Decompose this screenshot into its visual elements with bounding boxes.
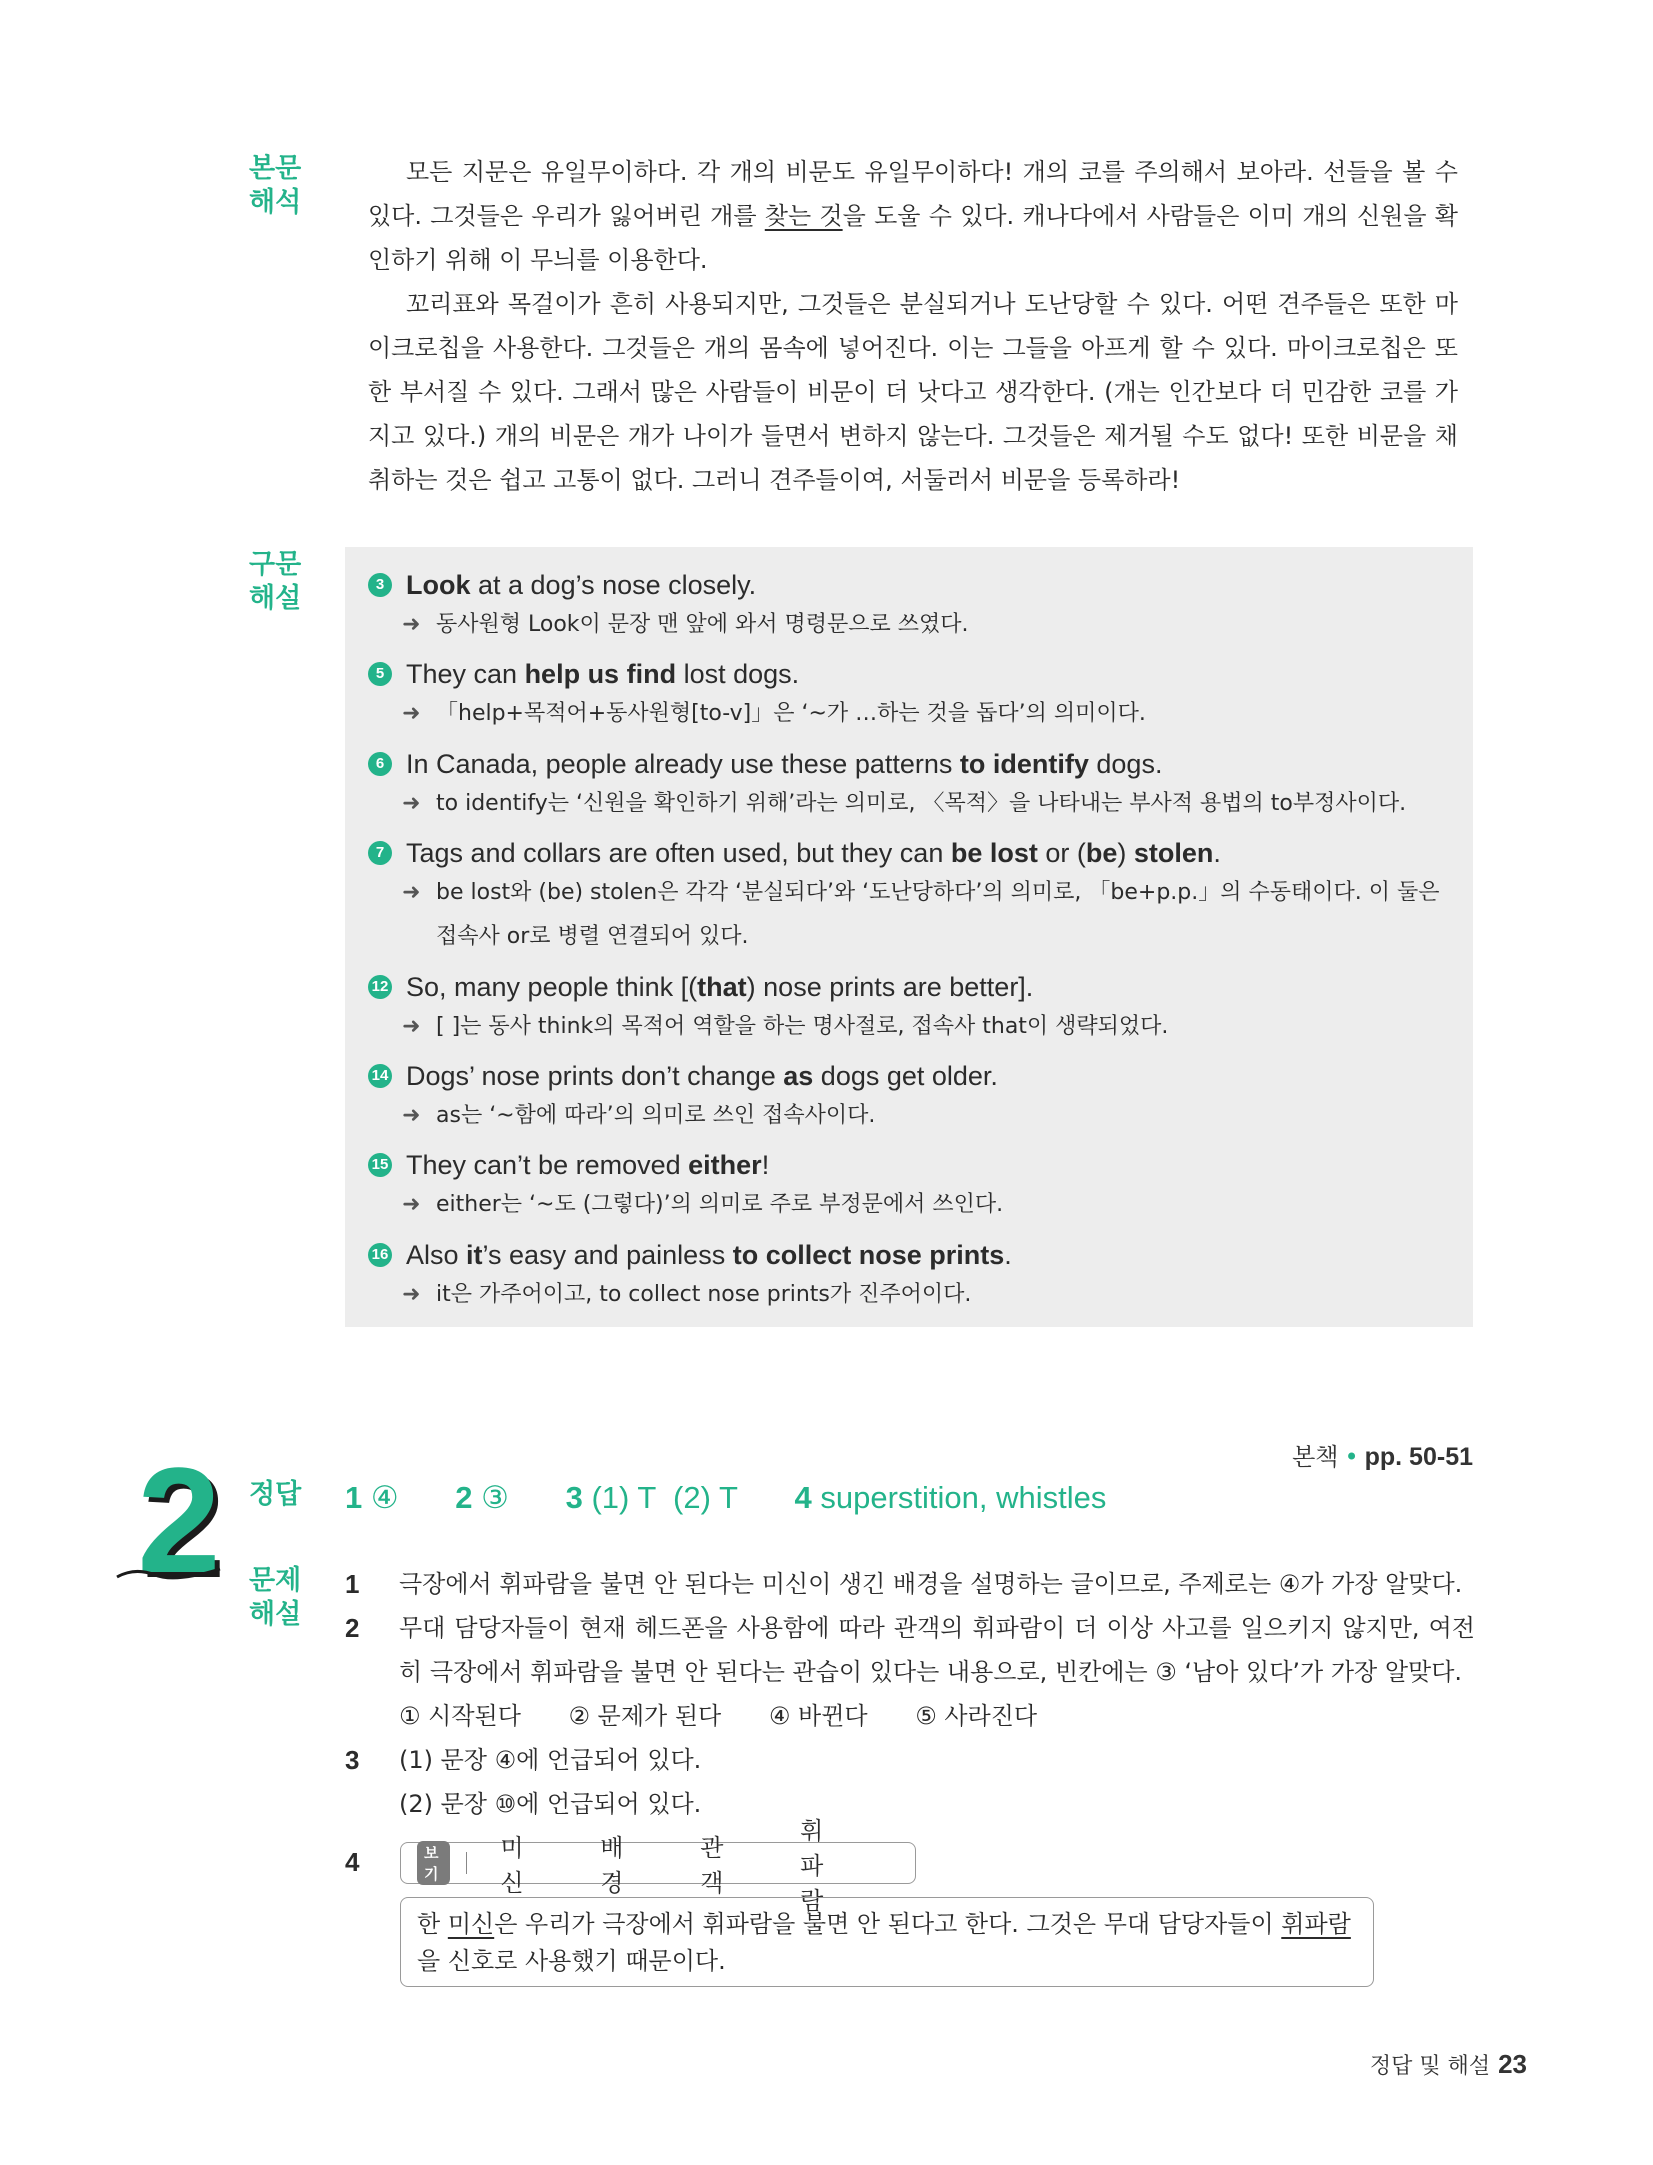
arrow-icon: ➜	[402, 1103, 421, 1128]
answer-4-num: 4	[794, 1480, 812, 1515]
explanation-2-num: 2	[345, 1613, 360, 1643]
grammar-note	[368, 1094, 1458, 1138]
grammar-note	[368, 1183, 1458, 1227]
sentence-fragment: They can’t be removed	[406, 1150, 689, 1180]
reference-book: 본책	[1292, 1443, 1339, 1471]
grammar-sentence-text	[406, 746, 1162, 782]
arrow-icon: ➜	[402, 701, 421, 726]
sentence-fragment: .	[1004, 1240, 1012, 1270]
grammar-sentence	[368, 567, 1458, 603]
grammar-sentence-text	[406, 969, 1033, 1005]
explanation-4-num: 4	[345, 1847, 360, 1877]
sentence-number-badge: 6	[368, 752, 392, 776]
word-box-tag: 보기	[417, 1841, 450, 1885]
sentence-fragment: )	[1117, 838, 1134, 868]
grammar-sentence	[368, 1058, 1458, 1094]
sentence-fragment: Tags and collars are often used, but they can	[406, 838, 951, 868]
summary-part: 을 신호로 사용했기 때문이다.	[417, 1947, 726, 1975]
explanation-2-text: 무대 담당자들이 현재 헤드폰을 사용함에 따라 관객의 휘파람이 더 이상 사고를 일으키지 않지만, 여전히 극장에서 휘파람을 불면 안 된다는 관습이 있다는 내용으로, 빈칸에는 ③ ‘남아 있다’가 가장 알맞다.	[399, 1614, 1475, 1686]
sentence-fragment: or (	[1037, 838, 1086, 868]
grammar-sentence	[368, 656, 1458, 692]
translation-label-line2: 해석	[249, 187, 302, 218]
grammar-label-line1: 구문	[249, 549, 302, 580]
sentence-fragment: ) nose prints are better].	[746, 972, 1034, 1002]
grammar-sentence-text	[406, 656, 799, 692]
answer-3-num: 3	[565, 1480, 583, 1515]
page-footer	[1370, 2049, 1527, 2080]
sentence-fragment: !	[761, 1150, 770, 1180]
answer-2-value: ③	[481, 1480, 509, 1515]
sentence-fragment: lost dogs.	[676, 659, 800, 689]
option-4: ④ 바뀐다	[768, 1702, 868, 1730]
arrow-icon: ➜	[402, 791, 421, 816]
explanation-2	[345, 1606, 1475, 1738]
explanation-label-line2: 해설	[249, 1599, 302, 1630]
explanation-3	[345, 1738, 1475, 1826]
answer-3-value: (1) T (2) T	[591, 1480, 738, 1515]
page-number: 23	[1498, 2049, 1527, 2079]
sentence-fragment: They can	[406, 659, 525, 689]
grammar-sentence-text	[406, 1147, 769, 1183]
explanation-label-line1: 문제	[249, 1565, 302, 1596]
summary-box	[400, 1897, 1374, 1987]
explanation-1-num: 1	[345, 1569, 360, 1599]
summary-part: 한	[417, 1910, 448, 1938]
grammar-sentence	[368, 1237, 1458, 1273]
grammar-note-text: either는 ‘~도 (그렇다)’의 의미로 주로 부정문에서 쓰인다.	[436, 1192, 1004, 1217]
sentence-emphasis: either	[688, 1150, 762, 1180]
grammar-note-text: [ ]는 동사 think의 목적어 역할을 하는 명사절로, 접속사 that이 생략되었다.	[436, 1014, 1169, 1039]
grammar-sentence-text	[406, 1237, 1012, 1273]
sentence-fragment: So, many people think [(	[406, 972, 698, 1002]
grammar-sentence-text	[406, 567, 756, 603]
sentence-emphasis: that	[697, 972, 747, 1002]
grammar-note-text: 「help+목적어+동사원형[to-v]」은 ‘~가 …하는 것을 돕다’의 의미이다.	[436, 701, 1146, 726]
para1-part-b: 을 도울 수 있다. 캐나다에서 사람들은 이미 개의 신원을 확인하기 위해 이 무늬를 이용한다.	[368, 202, 1458, 274]
answer-1-num: 1	[345, 1480, 363, 1515]
explanation-2-options	[399, 1694, 1475, 1738]
sentence-emphasis: to collect nose prints	[732, 1240, 1005, 1270]
sentence-number-badge: 7	[368, 841, 392, 865]
sentence-fragment: dogs get older.	[813, 1061, 998, 1091]
sentence-fragment: In Canada, people already use these patterns	[406, 749, 960, 779]
grammar-note-text: be lost와 (be) stolen은 각각 ‘분실되다’와 ‘도난당하다’의 의미로, 「be+p.p.」의 수동태이다. 이 둘은 접속사 or로 병렬 연결되어 있다.	[436, 880, 1440, 949]
word-box-word: 관객	[700, 1834, 724, 1897]
explanation-label	[249, 1564, 309, 1632]
sentence-number-badge: 3	[368, 573, 392, 597]
grammar-note-text: as는 ‘~함에 따라’의 의미로 쓰인 접속사이다.	[436, 1103, 876, 1128]
grammar-note	[368, 1273, 1458, 1317]
summary-part: 은 우리가 극장에서 휘파람을 불면 안 된다고 한다. 그것은 무대 담당자들이	[494, 1910, 1282, 1938]
grammar-note-text: 동사원형 Look이 문장 맨 앞에 와서 명령문으로 쓰였다.	[436, 612, 969, 637]
grammar-note	[368, 603, 1458, 647]
grammar-item	[368, 567, 1458, 647]
explanation-3-line2: (2) 문장 ⑩에 언급되어 있다.	[399, 1790, 702, 1818]
sentence-fragment: Dogs’ nose prints don’t change	[406, 1061, 784, 1091]
word-box-divider	[466, 1852, 467, 1874]
answer-4-value: superstition, whistles	[820, 1480, 1107, 1515]
sentence-fragment: dogs.	[1088, 749, 1163, 779]
sentence-emphasis: to identify	[959, 749, 1089, 779]
footer-label: 정답 및 해설	[1369, 2054, 1491, 2079]
grammar-label	[249, 548, 309, 616]
sentence-fragment: at a dog’s nose closely.	[470, 570, 757, 600]
translation-paragraph-2: 꼬리표와 목걸이가 흔히 사용되지만, 그것들은 분실되거나 도난당할 수 있다. 어떤 견주들은 또한 마이크로칩을 사용한다. 그것들은 개의 몸속에 넣어진다. 이는 그들을 아프게 할 수 있다. 마이크로칩은 또한 부서질 수 있다. 그래서 많은 사람들이 비문이 더 낫다고 생각한다. (개는 인간보다 더 민감한 코를 가지고 있다.) 개의 비문은 개가 나이가 들면서 변하지 않는다. 그것들은 제거될 수도 없다! 또한 비문을 채취하는 것은 쉽고 고통이 없다. 그러니 견주들이여, 서둘러서 비문을 등록하라!	[368, 290, 1458, 494]
grammar-note	[368, 871, 1458, 959]
arrow-icon: ➜	[402, 1192, 421, 1217]
summary-blank-2: 휘파람	[1281, 1910, 1351, 1938]
grammar-item	[368, 1058, 1458, 1138]
sentence-emphasis: stolen	[1133, 838, 1214, 868]
sentence-fragment: .	[1213, 838, 1221, 868]
grammar-sentence	[368, 1147, 1458, 1183]
sentence-number-badge: 12	[368, 975, 392, 999]
sentence-emphasis: Look	[406, 570, 471, 600]
answer-4	[795, 1480, 1107, 1515]
answer-label	[249, 1478, 309, 1512]
option-1: ① 시작된다	[399, 1702, 521, 1730]
grammar-item	[368, 656, 1458, 736]
grammar-item	[368, 1147, 1458, 1227]
sentence-number-badge: 16	[368, 1243, 392, 1267]
option-5: ⑤ 사라진다	[915, 1702, 1038, 1730]
grammar-item	[368, 746, 1458, 826]
translation-label-line1: 본문	[249, 153, 302, 184]
grammar-note	[368, 692, 1458, 736]
sentence-emphasis: as	[783, 1061, 814, 1091]
translation-text	[368, 150, 1458, 502]
arrow-icon: ➜	[402, 1014, 421, 1039]
grammar-note-text: to identify는 ‘신원을 확인하기 위해’라는 의미로, 〈목적〉을 나타내는 부사적 용법의 to부정사이다.	[436, 791, 1407, 816]
section-number-swoosh	[115, 1565, 225, 1583]
reference-pages: pp. 50-51	[1364, 1443, 1473, 1471]
grammar-sentence-text	[406, 1058, 998, 1094]
grammar-sentence	[368, 835, 1458, 871]
word-box-word: 휘파람	[800, 1816, 824, 1915]
grammar-sentence	[368, 969, 1458, 1005]
grammar-item	[368, 969, 1458, 1049]
reference-dot: •	[1344, 1443, 1359, 1471]
para1-underlined: 찾는 것	[764, 202, 843, 230]
grammar-label-line2: 해설	[249, 583, 302, 614]
answer-2	[455, 1480, 509, 1515]
grammar-sentence	[368, 746, 1458, 782]
grammar-sentence-text	[406, 835, 1221, 871]
word-box-word: 미신	[500, 1834, 524, 1897]
explanation-1-text: 극장에서 휘파람을 불면 안 된다는 미신이 생긴 배경을 설명하는 글이므로, 주제로는 ④가 가장 알맞다.	[399, 1570, 1463, 1598]
grammar-note-text: it은 가주어이고, to collect nose prints가 진주어이다.	[436, 1282, 972, 1307]
answer-2-num: 2	[455, 1480, 473, 1515]
sentence-number-badge: 5	[368, 662, 392, 686]
option-2: ② 문제가 된다	[568, 1702, 722, 1730]
sentence-number-badge: 15	[368, 1153, 392, 1177]
translation-paragraph-1	[368, 150, 1458, 282]
summary-blank-1: 미신	[447, 1910, 495, 1938]
sentence-emphasis: be lost	[950, 838, 1038, 868]
explanation-1	[345, 1562, 1475, 1606]
translation-label	[249, 152, 309, 220]
answer-1-value: ④	[370, 1480, 399, 1515]
sentence-number-badge: 14	[368, 1064, 392, 1088]
answer-label-text: 정답	[249, 1479, 302, 1510]
arrow-icon: ➜	[402, 612, 421, 637]
answer-3	[566, 1480, 738, 1515]
grammar-note	[368, 1005, 1458, 1049]
section-number: 2	[137, 1436, 221, 1604]
explanation-3-num: 3	[345, 1745, 360, 1775]
explanation-3-line1: (1) 문장 ④에 언급되어 있다.	[399, 1746, 702, 1774]
reference	[1292, 1437, 1473, 1472]
para1-part-a: 모든 지문은 유일무이하다. 각 개의 비문도 유일무이하다! 개의 코를 주의해서 보아라. 선들을 볼 수 있다. 그것들은 우리가 잃어버린 개를	[368, 158, 1458, 230]
answer-row	[345, 1476, 1154, 1520]
sentence-emphasis: it	[466, 1240, 483, 1270]
grammar-item	[368, 1237, 1458, 1317]
sentence-fragment: Also	[406, 1240, 467, 1270]
answer-1	[345, 1480, 399, 1515]
sentence-emphasis: help us find	[524, 659, 677, 689]
sentence-emphasis: be	[1085, 838, 1118, 868]
arrow-icon: ➜	[402, 1282, 421, 1307]
sentence-fragment: ’s easy and painless	[482, 1240, 733, 1270]
grammar-note	[368, 782, 1458, 826]
word-box	[400, 1816, 916, 1915]
arrow-icon: ➜	[402, 880, 421, 905]
word-box-word: 배경	[600, 1834, 624, 1897]
grammar-item	[368, 835, 1458, 959]
